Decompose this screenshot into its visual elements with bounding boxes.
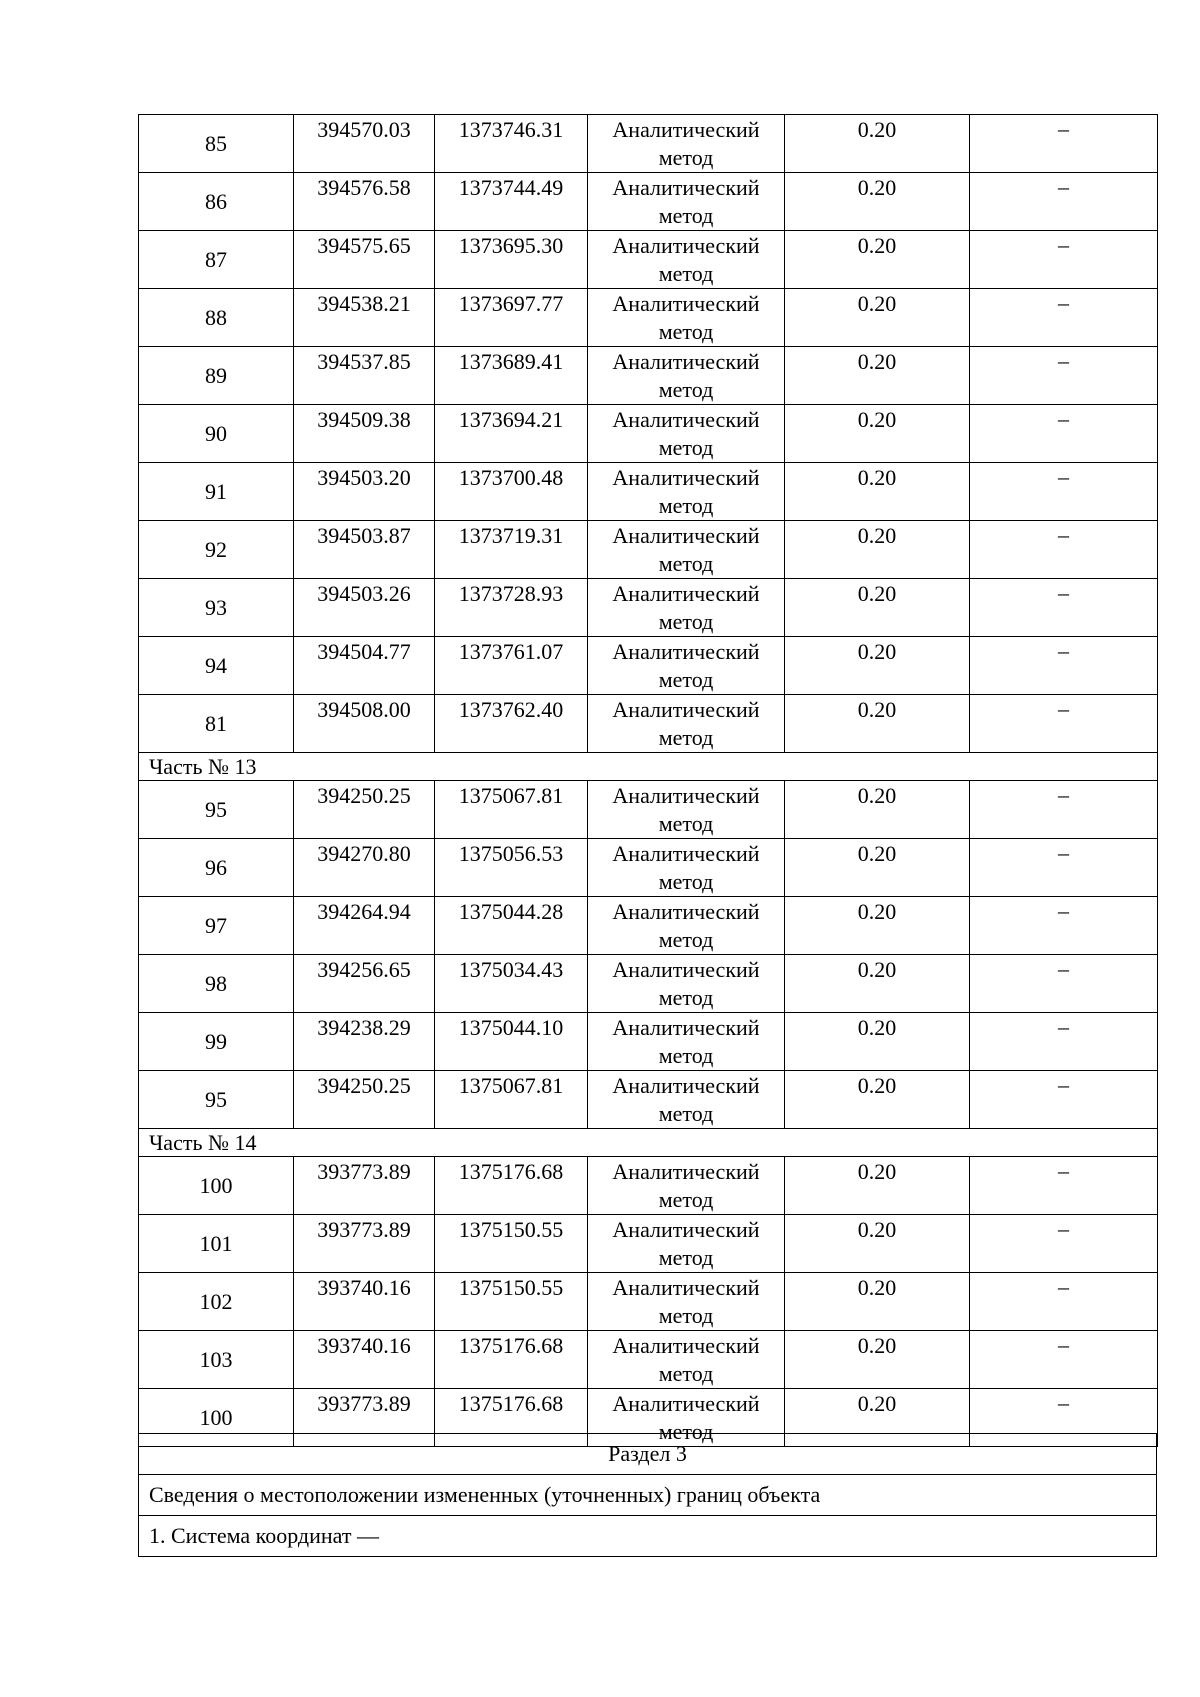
y-coordinate-cell: 1373762.40 — [435, 695, 588, 753]
method-cell: Аналитический метод — [588, 695, 785, 753]
y-coordinate-cell: 1373719.31 — [435, 521, 588, 579]
x-coordinate-cell: 394537.85 — [294, 347, 435, 405]
x-coordinate-cell: 394250.25 — [294, 1071, 435, 1129]
x-coordinate-cell: 394575.65 — [294, 231, 435, 289]
method-cell: Аналитический метод — [588, 781, 785, 839]
method-cell: Аналитический метод — [588, 1389, 785, 1447]
table-row — [139, 463, 1158, 521]
note-cell: – — [970, 1013, 1158, 1071]
note-cell: – — [970, 637, 1158, 695]
point-number-cell: 92 — [139, 521, 294, 579]
y-coordinate-cell: 1373694.21 — [435, 405, 588, 463]
y-coordinate-cell: 1373728.93 — [435, 579, 588, 637]
note-cell: – — [970, 1331, 1158, 1389]
x-coordinate-cell: 393740.16 — [294, 1273, 435, 1331]
point-number-cell: 90 — [139, 405, 294, 463]
note-cell: – — [970, 231, 1158, 289]
point-number-cell: 89 — [139, 347, 294, 405]
x-coordinate-cell: 394264.94 — [294, 897, 435, 955]
table-row — [139, 839, 1158, 897]
table-row — [139, 897, 1158, 955]
accuracy-cell: 0.20 — [785, 521, 970, 579]
x-coordinate-cell: 394504.77 — [294, 637, 435, 695]
table-row — [139, 1071, 1158, 1129]
method-cell: Аналитический метод — [588, 405, 785, 463]
y-coordinate-cell: 1375176.68 — [435, 1331, 588, 1389]
part-label: Часть № 13 — [139, 753, 1158, 781]
accuracy-cell: 0.20 — [785, 695, 970, 753]
table-row — [139, 289, 1158, 347]
method-cell: Аналитический метод — [588, 897, 785, 955]
y-coordinate-cell: 1373689.41 — [435, 347, 588, 405]
note-cell: – — [970, 173, 1158, 231]
table-row — [139, 1215, 1158, 1273]
part-label: Часть № 14 — [139, 1129, 1158, 1157]
section-heading: Раздел 3 — [139, 1434, 1157, 1475]
note-cell: – — [970, 521, 1158, 579]
y-coordinate-cell: 1375044.10 — [435, 1013, 588, 1071]
point-number-cell: 95 — [139, 1071, 294, 1129]
note-cell: – — [970, 695, 1158, 753]
coordinates-table-body — [139, 115, 1158, 1447]
method-cell: Аналитический метод — [588, 115, 785, 173]
x-coordinate-cell: 393773.89 — [294, 1389, 435, 1447]
table-row — [139, 1157, 1158, 1215]
point-number-cell: 88 — [139, 289, 294, 347]
table-row — [139, 637, 1158, 695]
note-cell: – — [970, 1157, 1158, 1215]
table-row — [139, 781, 1158, 839]
y-coordinate-cell: 1375034.43 — [435, 955, 588, 1013]
accuracy-cell: 0.20 — [785, 1273, 970, 1331]
accuracy-cell: 0.20 — [785, 1215, 970, 1273]
point-number-cell: 94 — [139, 637, 294, 695]
table-row — [139, 173, 1158, 231]
accuracy-cell: 0.20 — [785, 1071, 970, 1129]
point-number-cell: 102 — [139, 1273, 294, 1331]
note-cell: – — [970, 781, 1158, 839]
x-coordinate-cell: 394238.29 — [294, 1013, 435, 1071]
method-cell: Аналитический метод — [588, 463, 785, 521]
method-cell: Аналитический метод — [588, 521, 785, 579]
note-cell: – — [970, 897, 1158, 955]
table-row — [139, 405, 1158, 463]
x-coordinate-cell: 394503.26 — [294, 579, 435, 637]
note-cell: – — [970, 839, 1158, 897]
accuracy-cell: 0.20 — [785, 839, 970, 897]
y-coordinate-cell: 1373744.49 — [435, 173, 588, 231]
point-number-cell: 103 — [139, 1331, 294, 1389]
method-cell: Аналитический метод — [588, 1071, 785, 1129]
note-cell: – — [970, 955, 1158, 1013]
table-row — [139, 955, 1158, 1013]
accuracy-cell: 0.20 — [785, 231, 970, 289]
y-coordinate-cell: 1373695.30 — [435, 231, 588, 289]
accuracy-cell: 0.20 — [785, 173, 970, 231]
x-coordinate-cell: 394270.80 — [294, 839, 435, 897]
note-cell: – — [970, 1071, 1158, 1129]
x-coordinate-cell: 393740.16 — [294, 1331, 435, 1389]
table-row — [139, 347, 1158, 405]
y-coordinate-cell: 1375150.55 — [435, 1273, 588, 1331]
part-header-row — [139, 1129, 1158, 1157]
y-coordinate-cell: 1373761.07 — [435, 637, 588, 695]
point-number-cell: 99 — [139, 1013, 294, 1071]
x-coordinate-cell: 393773.89 — [294, 1215, 435, 1273]
part-header-row — [139, 753, 1158, 781]
table-row — [139, 1331, 1158, 1389]
x-coordinate-cell: 393773.89 — [294, 1157, 435, 1215]
x-coordinate-cell: 394503.20 — [294, 463, 435, 521]
point-number-cell: 91 — [139, 463, 294, 521]
coordinates-table — [138, 114, 1158, 1447]
method-cell: Аналитический метод — [588, 1157, 785, 1215]
y-coordinate-cell: 1375067.81 — [435, 781, 588, 839]
x-coordinate-cell: 394570.03 — [294, 115, 435, 173]
note-cell: – — [970, 1215, 1158, 1273]
y-coordinate-cell: 1375056.53 — [435, 839, 588, 897]
point-number-cell: 95 — [139, 781, 294, 839]
method-cell: Аналитический метод — [588, 579, 785, 637]
point-number-cell: 96 — [139, 839, 294, 897]
point-number-cell: 85 — [139, 115, 294, 173]
note-cell: – — [970, 1273, 1158, 1331]
note-cell: – — [970, 115, 1158, 173]
method-cell: Аналитический метод — [588, 1273, 785, 1331]
method-cell: Аналитический метод — [588, 955, 785, 1013]
method-cell: Аналитический метод — [588, 637, 785, 695]
point-number-cell: 100 — [139, 1157, 294, 1215]
table-row — [139, 1273, 1158, 1331]
y-coordinate-cell: 1375176.68 — [435, 1389, 588, 1447]
accuracy-cell: 0.20 — [785, 579, 970, 637]
section-3-table — [138, 1433, 1157, 1557]
table-row — [139, 521, 1158, 579]
accuracy-cell: 0.20 — [785, 463, 970, 521]
y-coordinate-cell: 1375150.55 — [435, 1215, 588, 1273]
x-coordinate-cell: 394503.87 — [294, 521, 435, 579]
point-number-cell: 81 — [139, 695, 294, 753]
accuracy-cell: 0.20 — [785, 781, 970, 839]
y-coordinate-cell: 1375044.28 — [435, 897, 588, 955]
accuracy-cell: 0.20 — [785, 1157, 970, 1215]
method-cell: Аналитический метод — [588, 1013, 785, 1071]
x-coordinate-cell: 394538.21 — [294, 289, 435, 347]
table-row — [139, 579, 1158, 637]
accuracy-cell: 0.20 — [785, 405, 970, 463]
accuracy-cell: 0.20 — [785, 289, 970, 347]
method-cell: Аналитический метод — [588, 1215, 785, 1273]
accuracy-cell: 0.20 — [785, 637, 970, 695]
x-coordinate-cell: 394576.58 — [294, 173, 435, 231]
accuracy-cell: 0.20 — [785, 955, 970, 1013]
coordinate-system-line: 1. Система координат — — [139, 1516, 1157, 1557]
point-number-cell: 98 — [139, 955, 294, 1013]
x-coordinate-cell: 394250.25 — [294, 781, 435, 839]
note-cell: – — [970, 405, 1158, 463]
point-number-cell: 101 — [139, 1215, 294, 1273]
section-subtitle: Сведения о местоположении измененных (уточненных) границ объекта — [139, 1475, 1157, 1516]
y-coordinate-cell: 1373746.31 — [435, 115, 588, 173]
note-cell: – — [970, 1389, 1158, 1447]
point-number-cell: 97 — [139, 897, 294, 955]
accuracy-cell: 0.20 — [785, 897, 970, 955]
y-coordinate-cell: 1373697.77 — [435, 289, 588, 347]
point-number-cell: 87 — [139, 231, 294, 289]
accuracy-cell: 0.20 — [785, 1013, 970, 1071]
method-cell: Аналитический метод — [588, 231, 785, 289]
y-coordinate-cell: 1375176.68 — [435, 1157, 588, 1215]
accuracy-cell: 0.20 — [785, 1331, 970, 1389]
accuracy-cell: 0.20 — [785, 347, 970, 405]
y-coordinate-cell: 1373700.48 — [435, 463, 588, 521]
method-cell: Аналитический метод — [588, 1331, 785, 1389]
method-cell: Аналитический метод — [588, 289, 785, 347]
accuracy-cell: 0.20 — [785, 115, 970, 173]
point-number-cell: 100 — [139, 1389, 294, 1447]
note-cell: – — [970, 347, 1158, 405]
note-cell: – — [970, 289, 1158, 347]
table-row — [139, 1013, 1158, 1071]
point-number-cell: 86 — [139, 173, 294, 231]
x-coordinate-cell: 394508.00 — [294, 695, 435, 753]
note-cell: – — [970, 579, 1158, 637]
method-cell: Аналитический метод — [588, 347, 785, 405]
x-coordinate-cell: 394509.38 — [294, 405, 435, 463]
y-coordinate-cell: 1375067.81 — [435, 1071, 588, 1129]
point-number-cell: 93 — [139, 579, 294, 637]
accuracy-cell: 0.20 — [785, 1389, 970, 1447]
method-cell: Аналитический метод — [588, 173, 785, 231]
table-row — [139, 695, 1158, 753]
table-row — [139, 115, 1158, 173]
x-coordinate-cell: 394256.65 — [294, 955, 435, 1013]
table-row — [139, 231, 1158, 289]
note-cell: – — [970, 463, 1158, 521]
method-cell: Аналитический метод — [588, 839, 785, 897]
